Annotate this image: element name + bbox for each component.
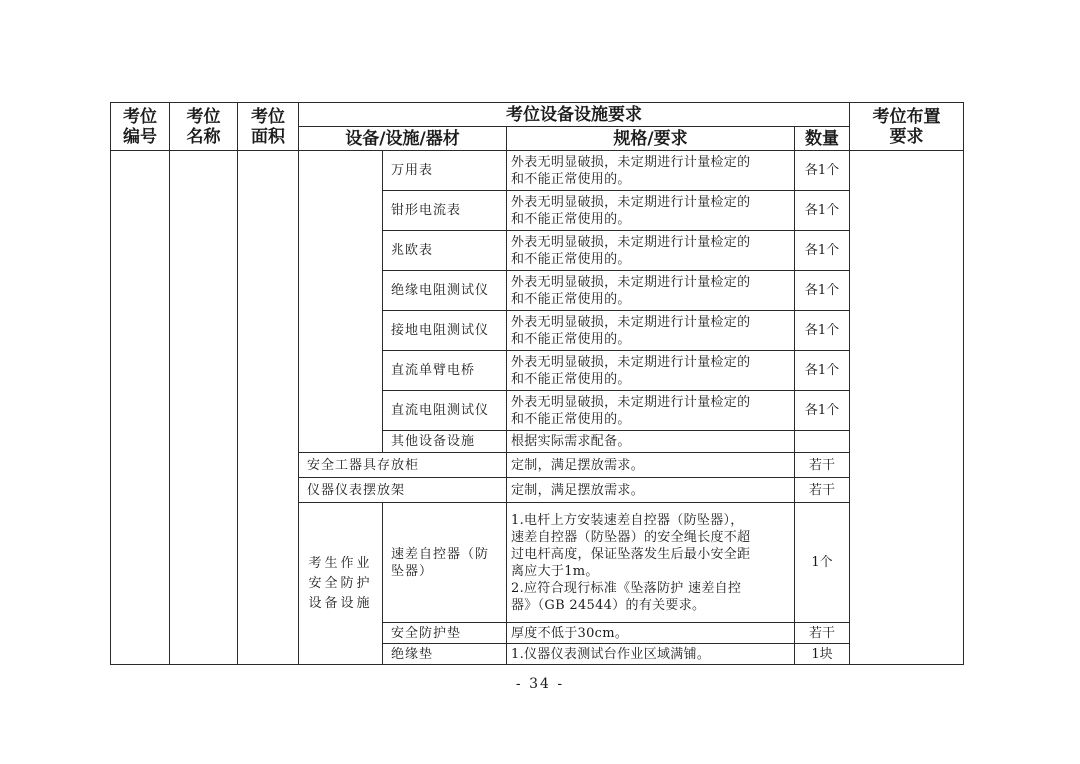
equipment-spec: 外表无明显破损，未定期进行计量检定的 和不能正常使用的。 (507, 351, 795, 391)
equipment-spec: 外表无明显破损，未定期进行计量检定的 和不能正常使用的。 (507, 391, 795, 431)
equipment-spec: 外表无明显破损，未定期进行计量检定的 和不能正常使用的。 (507, 231, 795, 271)
header-equipment: 设备/设施/器材 (299, 127, 507, 151)
equipment-name: 接地电阻测试仪 (383, 311, 507, 351)
equipment-qty: 若干 (795, 478, 850, 503)
equipment-spec: 外表无明显破损，未定期进行计量检定的 和不能正常使用的。 (507, 311, 795, 351)
equipment-spec: 定制，满足摆放需求。 (507, 478, 795, 503)
cell-id-empty (111, 151, 170, 665)
equipment-spec: 1.电杆上方安装速差自控器（防坠器）， 速差自控器（防坠器）的安全绳长度不超 过电杆高度，保证坠落发生后最小安全距 离应大于1m。 2.应符合现行标准《坠落防护 速差自控 器》（GB 24544）的有关要求。 (507, 503, 795, 623)
equipment-qty: 1块 (795, 644, 850, 665)
equipment-name: 其他设备设施 (383, 431, 507, 453)
header-layout: 考位布置 要求 (850, 103, 964, 151)
equipment-spec: 1.仪器仪表测试台作业区域满铺。 (507, 644, 795, 665)
equipment-spec: 定制，满足摆放需求。 (507, 453, 795, 478)
equipment-qty: 各1个 (795, 151, 850, 191)
page-number: - 34 - (515, 676, 565, 692)
table-row (111, 151, 964, 191)
header-id: 考位 编号 (111, 103, 170, 151)
equipment-qty: 各1个 (795, 391, 850, 431)
equipment-qty: 各1个 (795, 231, 850, 271)
equipment-name: 仪器仪表摆放架 (299, 478, 507, 503)
equipment-qty (795, 431, 850, 453)
equipment-spec: 外表无明显破损，未定期进行计量检定的 和不能正常使用的。 (507, 191, 795, 231)
equipment-spec: 厚度不低于30cm。 (507, 623, 795, 644)
equipment-name: 万用表 (383, 151, 507, 191)
equipment-qty: 1个 (795, 503, 850, 623)
equipment-name: 直流单臂电桥 (383, 351, 507, 391)
equipment-qty: 各1个 (795, 191, 850, 231)
equipment-qty: 若干 (795, 623, 850, 644)
equipment-qty: 各1个 (795, 271, 850, 311)
equipment-qty: 各1个 (795, 351, 850, 391)
equipment-name: 绝缘垫 (383, 644, 507, 665)
cell-instrument-group-empty (299, 151, 383, 453)
header-equipment-group: 考位设备设施要求 (299, 103, 850, 127)
header-name: 考位 名称 (170, 103, 238, 151)
cell-name-empty (170, 151, 238, 665)
equipment-qty: 各1个 (795, 311, 850, 351)
equipment-name: 安全防护垫 (383, 623, 507, 644)
equipment-requirements-table (110, 102, 964, 665)
equipment-name: 钳形电流表 (383, 191, 507, 231)
header-spec: 规格/要求 (507, 127, 795, 151)
header-area: 考位 面积 (238, 103, 299, 151)
equipment-name: 兆欧表 (383, 231, 507, 271)
equipment-spec: 外表无明显破损，未定期进行计量检定的 和不能正常使用的。 (507, 271, 795, 311)
equipment-qty: 若干 (795, 453, 850, 478)
equipment-name: 绝缘电阻测试仪 (383, 271, 507, 311)
cell-layout-empty (850, 151, 964, 665)
safety-group-label: 考生作业 安全防护 设备设施 (299, 503, 383, 665)
cell-area-empty (238, 151, 299, 665)
equipment-spec: 外表无明显破损，未定期进行计量检定的 和不能正常使用的。 (507, 151, 795, 191)
header-qty: 数量 (795, 127, 850, 151)
equipment-name: 安全工器具存放柜 (299, 453, 507, 478)
equipment-name: 直流电阻测试仪 (383, 391, 507, 431)
equipment-name: 速差自控器（防 坠器） (383, 503, 507, 623)
equipment-spec: 根据实际需求配备。 (507, 431, 795, 453)
